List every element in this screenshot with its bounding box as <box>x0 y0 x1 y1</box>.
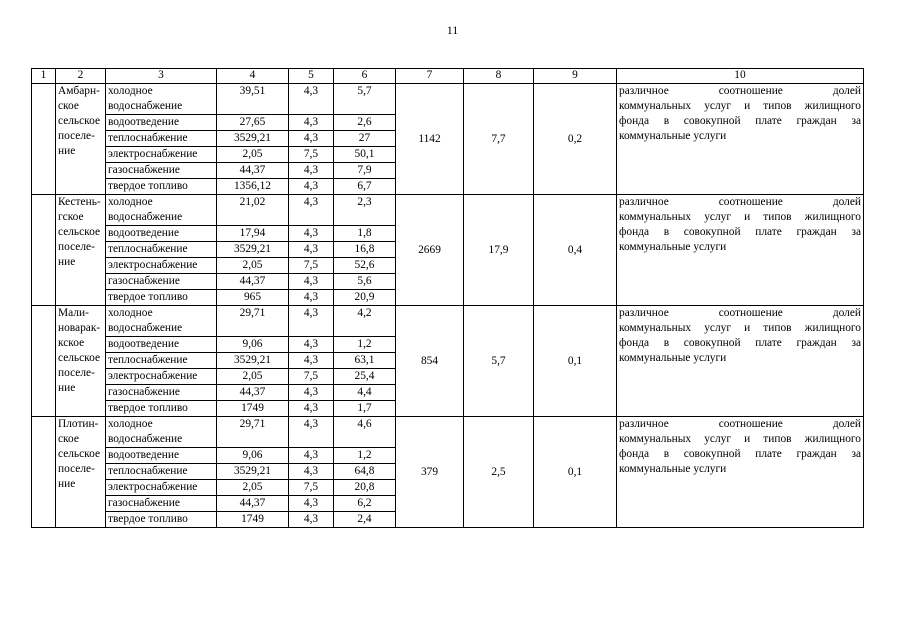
value-cell-c4: 17,94 <box>217 226 289 242</box>
note-line: коммунальных услуг и типов жилищного <box>619 211 861 223</box>
settlement-name-line: Плотин- <box>58 418 99 430</box>
service-cell <box>106 385 217 401</box>
note-line: коммунальных услуг и типов жилищного <box>619 433 861 445</box>
settlement-name-line: поселе- <box>58 130 95 142</box>
page-number: 11 <box>446 23 459 37</box>
value-cell-c6: 27 <box>334 131 396 147</box>
service-cell <box>106 274 217 290</box>
tariff-table <box>31 68 864 528</box>
service-cell <box>106 195 217 226</box>
service-name-line: твердое топливо <box>108 402 188 414</box>
settlement-name-line: поселе- <box>58 367 95 379</box>
value-cell-c6: 1,2 <box>334 448 396 464</box>
settlement-cell <box>56 84 106 195</box>
table-row <box>32 417 864 448</box>
value-cell-c6: 1,7 <box>334 401 396 417</box>
service-name-line: водоснабжение <box>108 211 183 223</box>
note-cell <box>617 417 864 528</box>
summary-cell-col8: 7,7 <box>464 84 534 195</box>
header-cell: 2 <box>56 69 106 84</box>
value-cell-c4: 44,37 <box>217 496 289 512</box>
value-cell-c6: 5,6 <box>334 274 396 290</box>
settlement-name-line: сельское <box>58 352 101 364</box>
value-cell-c5: 7,5 <box>289 258 334 274</box>
note-line: коммунальные услуги <box>619 463 727 475</box>
value-cell-c5: 4,3 <box>289 274 334 290</box>
note-line: различное соотношение долей <box>619 307 861 319</box>
service-cell <box>106 464 217 480</box>
value-cell-c5: 4,3 <box>289 115 334 131</box>
service-cell <box>106 306 217 337</box>
service-name-line: газоснабжение <box>108 497 180 509</box>
value-cell-c5: 4,3 <box>289 353 334 369</box>
service-name-line: водоснабжение <box>108 322 183 334</box>
value-cell-c5: 4,3 <box>289 242 334 258</box>
value-cell-c6: 2,6 <box>334 115 396 131</box>
service-cell <box>106 115 217 131</box>
table-row <box>32 195 864 226</box>
index-cell <box>32 417 56 528</box>
service-name-line: холодное <box>108 196 153 208</box>
service-name-line: холодное <box>108 307 153 319</box>
service-cell <box>106 258 217 274</box>
value-cell-c5: 4,3 <box>289 84 334 115</box>
value-cell-c5: 4,3 <box>289 417 334 448</box>
summary-cell-col9: 0,1 <box>534 306 617 417</box>
index-cell <box>32 306 56 417</box>
value-cell-c6: 64,8 <box>334 464 396 480</box>
service-cell <box>106 290 217 306</box>
value-cell-c5: 4,3 <box>289 226 334 242</box>
value-cell-c4: 1749 <box>217 512 289 528</box>
summary-cell-col8: 5,7 <box>464 306 534 417</box>
note-line: фонда в совокупной плате граждан за <box>619 337 861 349</box>
value-cell-c4: 3529,21 <box>217 131 289 147</box>
service-name-line: теплоснабжение <box>108 243 188 255</box>
table-row <box>32 306 864 337</box>
header-cell: 9 <box>534 69 617 84</box>
header-cell: 5 <box>289 69 334 84</box>
value-cell-c4: 3529,21 <box>217 242 289 258</box>
service-cell <box>106 226 217 242</box>
summary-cell-col7: 379 <box>396 417 464 528</box>
service-name-line: водоснабжение <box>108 100 183 112</box>
service-name-line: холодное <box>108 85 153 97</box>
value-cell-c4: 39,51 <box>217 84 289 115</box>
settlement-name-line: ние <box>58 256 76 268</box>
value-cell-c6: 20,8 <box>334 480 396 496</box>
settlement-name-line: поселе- <box>58 241 95 253</box>
value-cell-c6: 1,2 <box>334 337 396 353</box>
value-cell-c6: 50,1 <box>334 147 396 163</box>
service-cell <box>106 84 217 115</box>
summary-cell-col9: 0,2 <box>534 84 617 195</box>
value-cell-c5: 4,3 <box>289 401 334 417</box>
settlement-cell <box>56 306 106 417</box>
service-cell <box>106 353 217 369</box>
service-name-line: холодное <box>108 418 153 430</box>
settlement-cell <box>56 195 106 306</box>
service-cell <box>106 448 217 464</box>
value-cell-c6: 7,9 <box>334 163 396 179</box>
value-cell-c4: 44,37 <box>217 163 289 179</box>
summary-cell-col7: 1142 <box>396 84 464 195</box>
note-line: различное соотношение долей <box>619 418 861 430</box>
settlement-name-line: ское <box>58 433 79 445</box>
service-cell <box>106 401 217 417</box>
service-name-line: водоотведение <box>108 227 179 239</box>
service-name-line: электроснабжение <box>108 259 198 271</box>
service-name-line: газоснабжение <box>108 164 180 176</box>
settlement-name-line: гское <box>58 211 84 223</box>
settlement-name-line: сельское <box>58 448 101 460</box>
settlement-name-line: поселе- <box>58 463 95 475</box>
header-cell: 4 <box>217 69 289 84</box>
value-cell-c6: 4,6 <box>334 417 396 448</box>
note-cell <box>617 306 864 417</box>
service-name-line: теплоснабжение <box>108 465 188 477</box>
value-cell-c5: 4,3 <box>289 512 334 528</box>
note-cell <box>617 84 864 195</box>
note-line: различное соотношение долей <box>619 85 861 97</box>
service-name-line: водоотведение <box>108 338 179 350</box>
value-cell-c5: 4,3 <box>289 195 334 226</box>
service-name-line: водоотведение <box>108 116 179 128</box>
header-cell: 3 <box>106 69 217 84</box>
value-cell-c4: 27,65 <box>217 115 289 131</box>
settlement-name-line: Амбарн- <box>58 85 100 97</box>
value-cell-c6: 6,7 <box>334 179 396 195</box>
value-cell-c4: 3529,21 <box>217 353 289 369</box>
service-cell <box>106 131 217 147</box>
settlement-name-line: Мали- <box>58 307 89 319</box>
service-cell <box>106 179 217 195</box>
value-cell-c4: 2,05 <box>217 480 289 496</box>
service-name-line: теплоснабжение <box>108 132 188 144</box>
value-cell-c4: 21,02 <box>217 195 289 226</box>
header-cell: 8 <box>464 69 534 84</box>
value-cell-c6: 16,8 <box>334 242 396 258</box>
value-cell-c4: 3529,21 <box>217 464 289 480</box>
service-cell <box>106 337 217 353</box>
note-line: коммунальных услуг и типов жилищного <box>619 100 861 112</box>
value-cell-c6: 63,1 <box>334 353 396 369</box>
table-body <box>32 84 864 528</box>
settlement-name-line: новарак- <box>58 322 101 334</box>
service-cell <box>106 369 217 385</box>
service-name-line: электроснабжение <box>108 148 198 160</box>
header-cell: 6 <box>334 69 396 84</box>
value-cell-c5: 4,3 <box>289 385 334 401</box>
header-cell: 1 <box>32 69 56 84</box>
service-cell <box>106 147 217 163</box>
value-cell-c6: 25,4 <box>334 369 396 385</box>
value-cell-c4: 9,06 <box>217 448 289 464</box>
service-name-line: теплоснабжение <box>108 354 188 366</box>
service-name-line: газоснабжение <box>108 275 180 287</box>
value-cell-c5: 7,5 <box>289 369 334 385</box>
value-cell-c5: 4,3 <box>289 448 334 464</box>
service-cell <box>106 496 217 512</box>
value-cell-c5: 4,3 <box>289 131 334 147</box>
note-cell <box>617 195 864 306</box>
value-cell-c5: 4,3 <box>289 179 334 195</box>
note-line: фонда в совокупной плате граждан за <box>619 226 861 238</box>
service-name-line: электроснабжение <box>108 481 198 493</box>
value-cell-c5: 7,5 <box>289 147 334 163</box>
service-cell <box>106 512 217 528</box>
index-cell <box>32 195 56 306</box>
settlement-name-line: сельское <box>58 226 101 238</box>
value-cell-c6: 52,6 <box>334 258 396 274</box>
header-cell: 7 <box>396 69 464 84</box>
value-cell-c4: 29,71 <box>217 417 289 448</box>
value-cell-c5: 4,3 <box>289 163 334 179</box>
value-cell-c4: 44,37 <box>217 274 289 290</box>
value-cell-c4: 1749 <box>217 401 289 417</box>
settlement-cell <box>56 417 106 528</box>
value-cell-c4: 44,37 <box>217 385 289 401</box>
note-line: коммунальные услуги <box>619 241 727 253</box>
summary-cell-col7: 854 <box>396 306 464 417</box>
value-cell-c4: 9,06 <box>217 337 289 353</box>
service-cell <box>106 242 217 258</box>
value-cell-c6: 1,8 <box>334 226 396 242</box>
service-name-line: водоснабжение <box>108 433 183 445</box>
service-cell <box>106 417 217 448</box>
service-name-line: водоотведение <box>108 449 179 461</box>
settlement-name-line: сельское <box>58 115 101 127</box>
summary-cell-col9: 0,4 <box>534 195 617 306</box>
value-cell-c5: 4,3 <box>289 290 334 306</box>
index-cell <box>32 84 56 195</box>
settlement-name-line: ское <box>58 100 79 112</box>
settlement-name-line: кское <box>58 337 85 349</box>
value-cell-c5: 7,5 <box>289 480 334 496</box>
summary-cell-col9: 0,1 <box>534 417 617 528</box>
value-cell-c4: 2,05 <box>217 147 289 163</box>
value-cell-c5: 4,3 <box>289 464 334 480</box>
summary-cell-col8: 2,5 <box>464 417 534 528</box>
settlement-name-line: ние <box>58 478 76 490</box>
value-cell-c4: 1356,12 <box>217 179 289 195</box>
summary-cell-col8: 17,9 <box>464 195 534 306</box>
service-cell <box>106 163 217 179</box>
value-cell-c4: 965 <box>217 290 289 306</box>
summary-cell-col7: 2669 <box>396 195 464 306</box>
note-line: коммунальных услуг и типов жилищного <box>619 322 861 334</box>
value-cell-c5: 4,3 <box>289 306 334 337</box>
note-line: фонда в совокупной плате граждан за <box>619 448 861 460</box>
value-cell-c6: 20,9 <box>334 290 396 306</box>
value-cell-c5: 4,3 <box>289 496 334 512</box>
value-cell-c6: 6,2 <box>334 496 396 512</box>
note-line: различное соотношение долей <box>619 196 861 208</box>
service-name-line: твердое топливо <box>108 180 188 192</box>
value-cell-c6: 2,3 <box>334 195 396 226</box>
value-cell-c6: 5,7 <box>334 84 396 115</box>
value-cell-c6: 4,2 <box>334 306 396 337</box>
table-row <box>32 84 864 115</box>
note-line: коммунальные услуги <box>619 352 727 364</box>
settlement-name-line: ние <box>58 145 76 157</box>
settlement-name-line: ние <box>58 382 76 394</box>
note-line: фонда в совокупной плате граждан за <box>619 115 861 127</box>
service-name-line: твердое топливо <box>108 513 188 525</box>
service-name-line: твердое топливо <box>108 291 188 303</box>
settlement-name-line: Кестень- <box>58 196 101 208</box>
service-name-line: электроснабжение <box>108 370 198 382</box>
note-line: коммунальные услуги <box>619 130 727 142</box>
value-cell-c4: 2,05 <box>217 369 289 385</box>
service-cell <box>106 480 217 496</box>
value-cell-c6: 4,4 <box>334 385 396 401</box>
header-row <box>32 69 864 84</box>
header-cell: 10 <box>617 69 864 84</box>
value-cell-c4: 2,05 <box>217 258 289 274</box>
value-cell-c6: 2,4 <box>334 512 396 528</box>
value-cell-c4: 29,71 <box>217 306 289 337</box>
value-cell-c5: 4,3 <box>289 337 334 353</box>
service-name-line: газоснабжение <box>108 386 180 398</box>
